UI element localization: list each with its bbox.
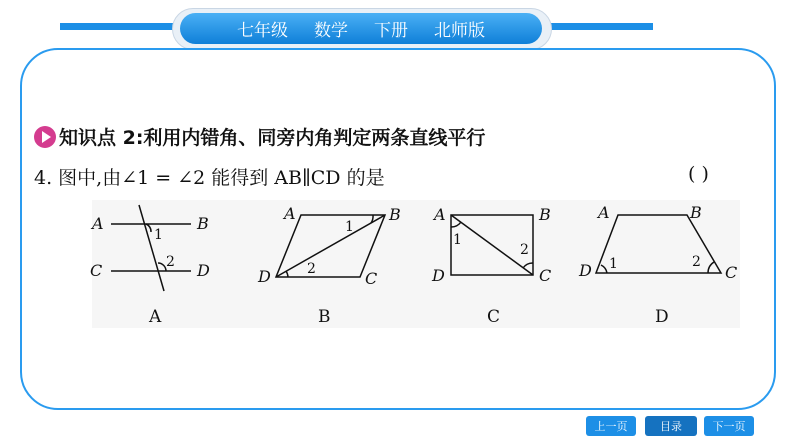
- fig-d-caption: D: [655, 307, 669, 327]
- fig-a-point-d: D: [197, 261, 210, 280]
- fig-c-point-a: A: [434, 205, 446, 224]
- header-grade: 七年级: [237, 21, 288, 41]
- fig-b-angle-2: 2: [307, 261, 316, 277]
- fig-b-point-c: C: [365, 269, 378, 288]
- fig-a-angle-1: 1: [154, 227, 163, 243]
- toc-button[interactable]: 目录: [645, 416, 697, 436]
- question-text: 4. 图中,由∠1 = ∠2 能得到 AB∥CD 的是: [34, 167, 385, 189]
- fig-c-caption: C: [487, 307, 501, 327]
- fig-c-point-d: D: [432, 266, 445, 285]
- fig-b-angle-1: 1: [345, 219, 354, 235]
- fig-d-point-a: A: [598, 203, 610, 222]
- angle-arc-1: [601, 265, 607, 273]
- angle-arc-2: [523, 263, 533, 268]
- fig-d-angle-2: 2: [692, 254, 701, 270]
- figure-b: [276, 215, 385, 277]
- fig-b-point-a: A: [284, 204, 296, 223]
- header-subject: 数学: [314, 21, 348, 41]
- fig-b-caption: B: [318, 307, 331, 327]
- answer-blank: ( ): [688, 163, 709, 185]
- fig-c-point-b: B: [539, 205, 551, 224]
- fig-c-angle-2: 2: [520, 242, 529, 258]
- angle-arc-2: [708, 262, 714, 273]
- angle-arc-2: [286, 271, 288, 277]
- fig-a-angle-2: 2: [166, 254, 175, 270]
- header-volume: 下册: [374, 21, 408, 41]
- fig-d-point-d: D: [579, 261, 592, 280]
- next-page-button[interactable]: 下一页: [704, 416, 754, 436]
- angle-arc-1: [451, 222, 461, 227]
- figure-a: [111, 205, 191, 291]
- fig-a-caption: A: [149, 307, 162, 327]
- angle-arc-2: [158, 263, 166, 271]
- section-heading-text: 知识点 2:利用内错角、同旁内角判定两条直线平行: [59, 127, 486, 149]
- transversal: [139, 205, 164, 291]
- fig-d-angle-1: 1: [609, 256, 618, 272]
- fig-c-angle-1: 1: [453, 232, 462, 248]
- fig-b-point-d: D: [258, 267, 271, 286]
- diagonal: [276, 215, 385, 277]
- fig-a-point-b: B: [197, 214, 209, 233]
- fig-d-point-b: B: [690, 203, 702, 222]
- fig-d-point-c: C: [725, 263, 738, 282]
- fig-b-point-b: B: [389, 205, 401, 224]
- fig-a-point-a: A: [92, 214, 104, 233]
- header-edition: 北师版: [434, 21, 485, 41]
- fig-c-point-c: C: [539, 266, 552, 285]
- fig-a-point-c: C: [90, 261, 103, 280]
- prev-page-button[interactable]: 上一页: [586, 416, 636, 436]
